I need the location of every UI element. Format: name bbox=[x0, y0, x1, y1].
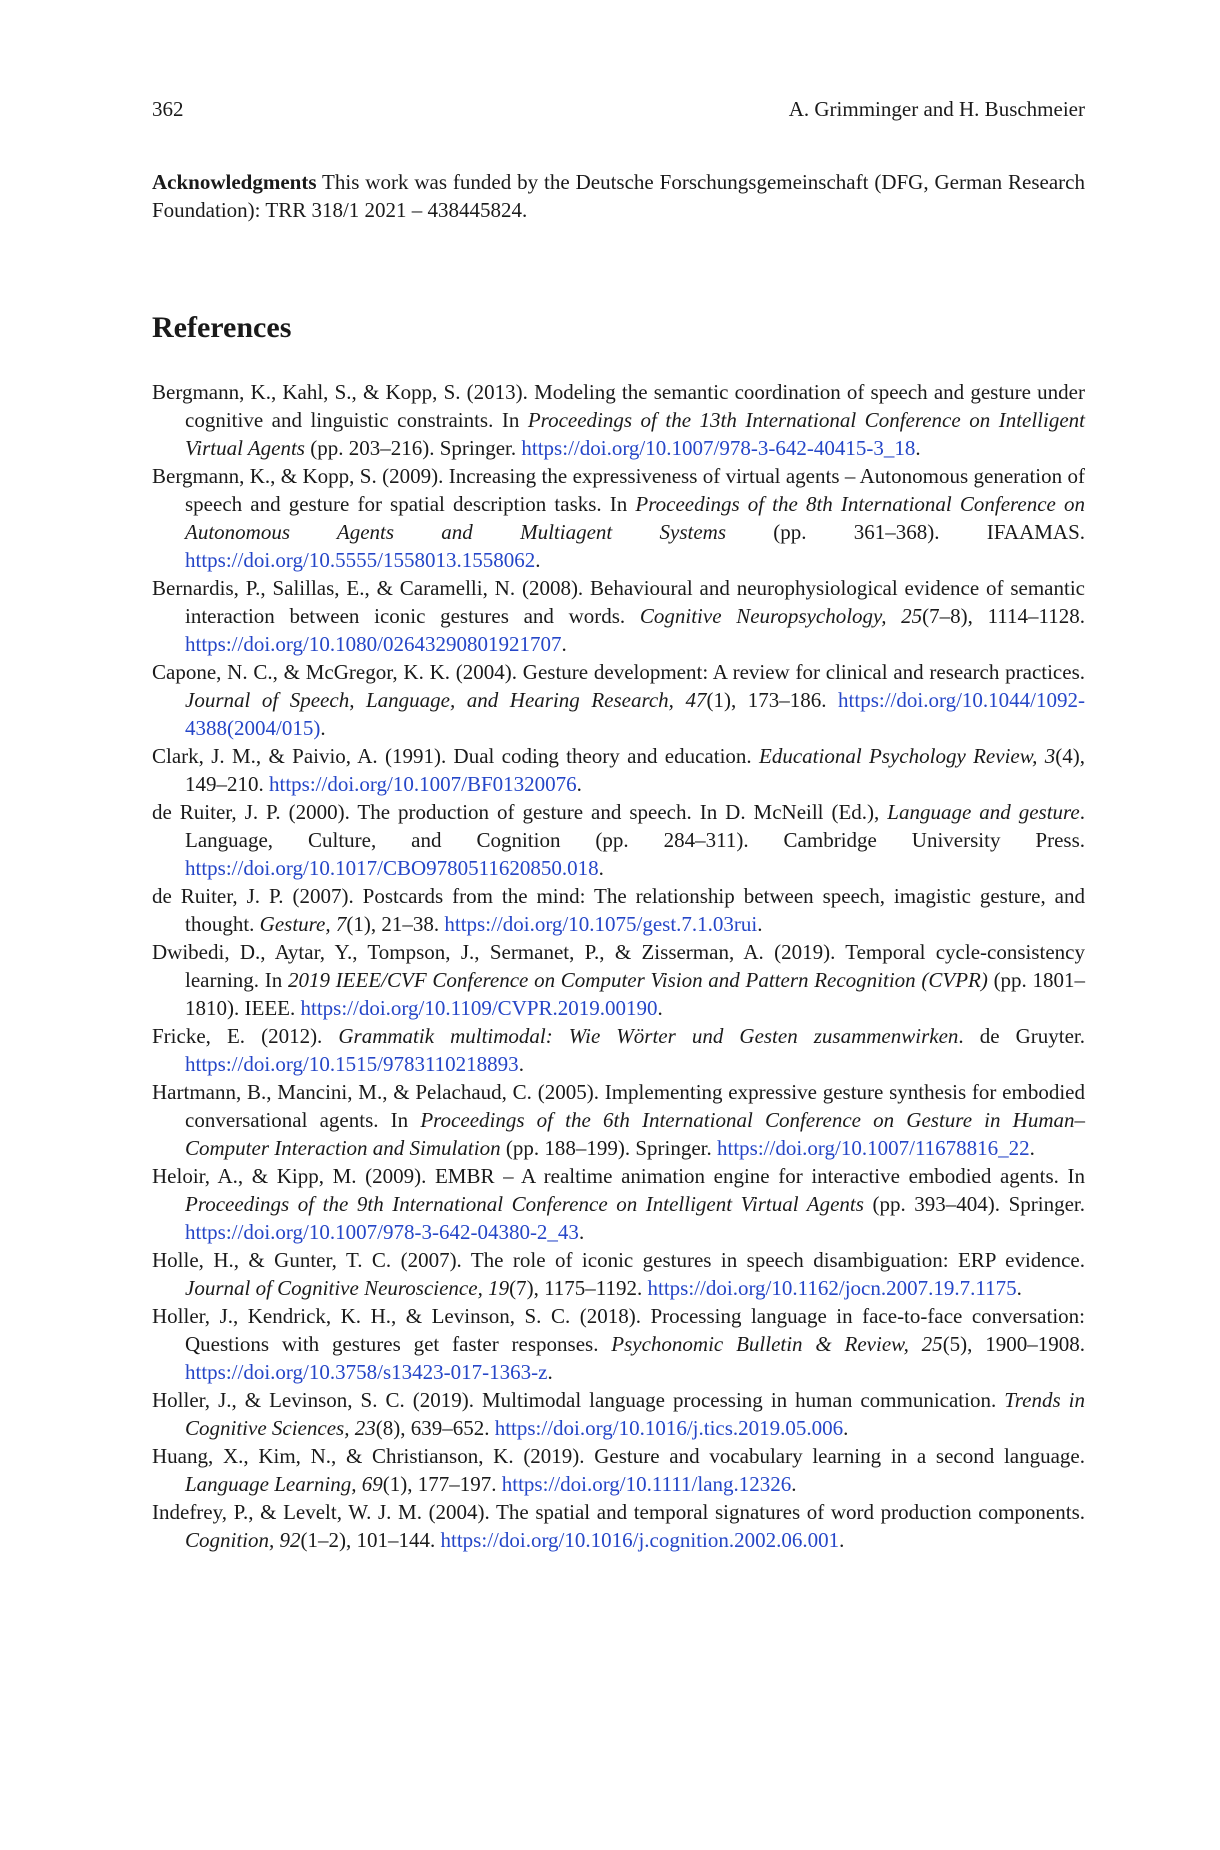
reference-source-title: Proceedings of the 9th International Conference on Intelligent Virtual Agents bbox=[185, 1192, 864, 1216]
doi-link[interactable]: https://doi.org/10.1080/02643290801921707 bbox=[185, 632, 562, 656]
reference-details: (pp. 188–199). Springer. bbox=[500, 1136, 717, 1160]
reference-entry: Holler, J., Kendrick, K. H., & Levinson, S. C. (2018). Processing language in face-to-face conversation: Questions with gestures get faster responses. Psychonomic Bulletin & Review, 25(5), 1900–1908. https://doi.org/10.3758/s13423-017-1363-z. bbox=[152, 1304, 1085, 1384]
doi-link[interactable]: https://doi.org/10.1007/11678816_22 bbox=[716, 1136, 1030, 1160]
reference-details: (5), 1900–1908. bbox=[942, 1332, 1085, 1356]
reference-text: Huang, X., Kim, N., & Christianson, K. (2019). Gesture and vocabulary learning in a second language. bbox=[152, 1444, 1085, 1468]
reference-text: Bergmann, K., & Kopp, S. (2009). Increasing the expressiveness of virtual agents – Autonomous generation of speech and gesture for spatial description tasks. In bbox=[152, 464, 1085, 516]
reference-text: Clark, J. M., & Paivio, A. (1991). Dual coding theory and education. bbox=[152, 744, 759, 768]
reference-source-title: Language Learning, 69 bbox=[185, 1472, 383, 1496]
doi-link[interactable]: https://doi.org/10.1017/CBO9780511620850.018 bbox=[185, 856, 599, 880]
reference-entry: Clark, J. M., & Paivio, A. (1991). Dual coding theory and education. Educational Psychology Review, 3(4), 149–210. https://doi.org/10.1007/BF01320076. bbox=[152, 744, 1085, 796]
reference-text: Bergmann, K., Kahl, S., & Kopp, S. (2013). Modeling the semantic coordination of speech and gesture under cognitive and linguistic constraints. In bbox=[152, 380, 1085, 432]
reference-entry: Bergmann, K., & Kopp, S. (2009). Increasing the expressiveness of virtual agents – Autonomous generation of speech and gesture for spatial description tasks. In Proceedings of the 8th International Conference on Autonomous Agents and Multiagent Systems (pp. 361–368). IFAAMAS. https://doi.org/10.5555/1558013.1558062. bbox=[152, 464, 1086, 572]
reference-source-title: Educational Psychology Review, 3 bbox=[759, 744, 1056, 768]
reference-details: (4), 149–210. bbox=[185, 744, 1085, 796]
references-heading: References bbox=[152, 311, 292, 344]
running-head-authors: A. Grimminger and H. Buschmeier bbox=[788, 97, 1085, 121]
acknowledgments-heading: Acknowledgments bbox=[152, 170, 317, 194]
reference-source-title: Journal of Speech, Language, and Hearing Research, 47 bbox=[185, 688, 707, 712]
acknowledgments bbox=[152, 168, 1085, 224]
reference-details: (1), 21–38. bbox=[346, 912, 445, 936]
reference-source-title: Grammatik multimodal: Wie Wörter und Gesten zusammenwirken bbox=[338, 1024, 959, 1048]
reference-entry: de Ruiter, J. P. (2000). The production of gesture and speech. In D. McNeill (Ed.), Language and gesture. Language, Culture, and Cognition (pp. 284–311). Cambridge University Press. https://doi.org/10.1017/CBO9780511620850.018. bbox=[152, 800, 1086, 880]
running-head bbox=[152, 96, 1085, 122]
reference-details: (pp. 393–404). Springer. bbox=[863, 1192, 1085, 1216]
reference-entry: Dwibedi, D., Aytar, Y., Tompson, J., Sermanet, P., & Zisserman, A. (2019). Temporal cycle-consistency learning. In 2019 IEEE/CVF Conference on Computer Vision and Pattern Recognition (CVPR) (pp. 1801–1810). IEEE. https://doi.org/10.1109/CVPR.2019.00190. bbox=[152, 940, 1086, 1020]
reference-text: Indefrey, P., & Levelt, W. J. M. (2004). The spatial and temporal signatures of word production components. bbox=[152, 1500, 1085, 1524]
reference-entry: Hartmann, B., Mancini, M., & Pelachaud, C. (2005). Implementing expressive gesture synthesis for embodied conversational agents. In Proceedings of the 6th International Conference on Gesture in Human–Computer Interaction and Simulation (pp. 188–199). Springer. https://doi.org/10.1007/11678816_22. bbox=[152, 1080, 1085, 1160]
reference-details: (1), 173–186. bbox=[706, 688, 839, 712]
reference-details: (pp. 203–216). Springer. bbox=[304, 436, 522, 460]
reference-text: de Ruiter, J. P. (2007). Postcards from the mind: The relationship between speech, imagistic gesture, and thought. bbox=[152, 884, 1085, 936]
reference-source-title: Cognitive Neuropsychology, 25 bbox=[639, 604, 923, 628]
reference-details: (7), 1175–1192. bbox=[509, 1276, 648, 1300]
reference-entry: Indefrey, P., & Levelt, W. J. M. (2004). The spatial and temporal signatures of word production components. Cognition, 92(1–2), 101–144. https://doi.org/10.1016/j.cognition.2002.06.001. bbox=[152, 1500, 1085, 1552]
reference-source-title: 2019 IEEE/CVF Conference on Computer Vision and Pattern Recognition (CVPR) bbox=[287, 968, 988, 992]
reference-source-title: Psychonomic Bulletin & Review, 25 bbox=[611, 1332, 943, 1356]
reference-details: . de Gruyter. bbox=[958, 1024, 1085, 1048]
doi-link[interactable]: https://doi.org/10.1007/978-3-642-40415-3_18 bbox=[521, 436, 916, 460]
reference-entry: Holler, J., & Levinson, S. C. (2019). Multimodal language processing in human communication. Trends in Cognitive Sciences, 23(8), 639–652. https://doi.org/10.1016/j.tics.2019.05.006. bbox=[152, 1388, 1085, 1440]
reference-source-title: Language and gesture bbox=[887, 800, 1080, 824]
doi-link[interactable]: https://doi.org/10.1016/j.tics.2019.05.006 bbox=[494, 1416, 844, 1440]
doi-link[interactable]: https://doi.org/10.3758/s13423-017-1363-z bbox=[185, 1360, 548, 1384]
reference-text: Holler, J., & Levinson, S. C. (2019). Multimodal language processing in human communication. bbox=[152, 1388, 1005, 1412]
reference-details: . Language, Culture, and Cognition (pp. 284–311). Cambridge University Press. bbox=[185, 800, 1086, 852]
reference-details: (8), 639–652. bbox=[375, 1416, 495, 1440]
reference-source-title: Proceedings of the 8th International Conference on Autonomous Agents and Multiagent Systems bbox=[185, 492, 1085, 544]
reference-text: Capone, N. C., & McGregor, K. K. (2004). Gesture development: A review for clinical and research practices. bbox=[152, 660, 1085, 684]
acknowledgments-text: This work was funded by the Deutsche Forschungsgemeinschaft (DFG, German Research Foundation): TRR 318/1 2021 – 438445824. bbox=[152, 170, 1085, 222]
reference-details: (pp. 361–368). IFAAMAS. bbox=[726, 520, 1086, 544]
reference-source-title: Gesture, 7 bbox=[259, 912, 347, 936]
doi-link[interactable]: https://doi.org/10.1016/j.cognition.2002.06.001 bbox=[440, 1528, 840, 1552]
reference-source-title: Proceedings of the 6th International Conference on Gesture in Human–Computer Interaction and Simulation bbox=[185, 1108, 1085, 1160]
page-number: 362 bbox=[152, 97, 184, 121]
reference-source-title: Proceedings of the 13th International Conference on Intelligent Virtual Agents bbox=[185, 408, 1086, 460]
reference-text: Dwibedi, D., Aytar, Y., Tompson, J., Sermanet, P., & Zisserman, A. (2019). Temporal cycle-consistency learning. In bbox=[152, 940, 1085, 992]
page bbox=[152, 96, 1085, 1554]
reference-entry: Bernardis, P., Salillas, E., & Caramelli, N. (2008). Behavioural and neurophysiological evidence of semantic interaction between iconic gestures and words. Cognitive Neuropsychology, 25(7–8), 1114–1128. https://doi.org/10.1080/02643290801921707. bbox=[152, 576, 1085, 656]
reference-text: Fricke, E. (2012). bbox=[152, 1024, 339, 1048]
reference-entry: Huang, X., Kim, N., & Christianson, K. (2019). Gesture and vocabulary learning in a second language. Language Learning, 69(1), 177–197. https://doi.org/10.1111/lang.12326. bbox=[152, 1444, 1085, 1496]
reference-entry: Heloir, A., & Kipp, M. (2009). EMBR – A realtime animation engine for interactive embodied agents. In Proceedings of the 9th International Conference on Intelligent Virtual Agents (pp. 393–404). Springer. https://doi.org/10.1007/978-3-642-04380-2_43. bbox=[152, 1164, 1085, 1244]
reference-entry: Bergmann, K., Kahl, S., & Kopp, S. (2013). Modeling the semantic coordination of speech and gesture under cognitive and linguistic constraints. In Proceedings of the 13th International Conference on Intelligent Virtual Agents (pp. 203–216). Springer. https://doi.org/10.1007/978-3-642-40415-3_18. bbox=[152, 380, 1086, 460]
reference-entry: Fricke, E. (2012). Grammatik multimodal: Wie Wörter und Gesten zusammenwirken. de Gruyter. https://doi.org/10.1515/9783110218893. bbox=[152, 1024, 1085, 1076]
doi-link[interactable]: https://doi.org/10.1515/9783110218893 bbox=[185, 1052, 519, 1076]
doi-link[interactable]: https://doi.org/10.1007/978-3-642-04380-2_43 bbox=[185, 1220, 579, 1244]
reference-source-title: Cognition, 92 bbox=[185, 1528, 301, 1552]
reference-details: (pp. 1801–1810). IEEE. bbox=[185, 968, 1086, 1020]
reference-entry: Holle, H., & Gunter, T. C. (2007). The role of iconic gestures in speech disambiguation: ERP evidence. Journal of Cognitive Neuroscience, 19(7), 1175–1192. https://doi.org/10.1162/jocn.2007.19.7.1175. bbox=[152, 1248, 1085, 1300]
reference-entry: Capone, N. C., & McGregor, K. K. (2004). Gesture development: A review for clinical and research practices. Journal of Speech, Language, and Hearing Research, 47(1), 173–186. https://doi.org/10.1044/1092-4388(2004/015). bbox=[152, 660, 1085, 740]
reference-text: Holler, J., Kendrick, K. H., & Levinson, S. C. (2018). Processing language in face-to-face conversation: Questions with gestures get faster responses. bbox=[152, 1304, 1085, 1356]
doi-link[interactable]: https://doi.org/10.1162/jocn.2007.19.7.1175 bbox=[647, 1276, 1017, 1300]
reference-entry: de Ruiter, J. P. (2007). Postcards from the mind: The relationship between speech, imagistic gesture, and thought. Gesture, 7(1), 21–38. https://doi.org/10.1075/gest.7.1.03rui. bbox=[152, 884, 1085, 936]
reference-source-title: Journal of Cognitive Neuroscience, 19 bbox=[185, 1276, 510, 1300]
doi-link[interactable]: https://doi.org/10.1007/BF01320076 bbox=[269, 772, 577, 796]
reference-text: Heloir, A., & Kipp, M. (2009). EMBR – A realtime animation engine for interactive embodied agents. In bbox=[152, 1164, 1085, 1188]
reference-details: (7–8), 1114–1128. bbox=[922, 604, 1085, 628]
doi-link[interactable]: https://doi.org/10.1111/lang.12326 bbox=[501, 1472, 792, 1496]
reference-text: Holle, H., & Gunter, T. C. (2007). The role of iconic gestures in speech disambiguation: ERP evidence. bbox=[152, 1248, 1085, 1272]
reference-source-title: Trends in Cognitive Sciences, 23 bbox=[185, 1388, 1085, 1440]
reference-text: Bernardis, P., Salillas, E., & Caramelli, N. (2008). Behavioural and neurophysiological evidence of semantic interaction between iconic gestures and words. bbox=[152, 576, 1085, 628]
doi-link[interactable]: https://doi.org/10.1075/gest.7.1.03rui bbox=[444, 912, 758, 936]
doi-link[interactable]: https://doi.org/10.1109/CVPR.2019.00190 bbox=[300, 996, 658, 1020]
reference-details: (1–2), 101–144. bbox=[300, 1528, 441, 1552]
reference-text: Hartmann, B., Mancini, M., & Pelachaud, C. (2005). Implementing expressive gesture synthesis for embodied conversational agents. In bbox=[152, 1080, 1085, 1132]
reference-details: (1), 177–197. bbox=[382, 1472, 502, 1496]
reference-text: de Ruiter, J. P. (2000). The production of gesture and speech. In D. McNeill (Ed.), bbox=[152, 800, 888, 824]
doi-link[interactable]: https://doi.org/10.5555/1558013.1558062 bbox=[185, 548, 536, 572]
doi-link[interactable]: https://doi.org/10.1044/1092-4388(2004/015) bbox=[185, 688, 1085, 740]
reference-list bbox=[152, 378, 1085, 1554]
